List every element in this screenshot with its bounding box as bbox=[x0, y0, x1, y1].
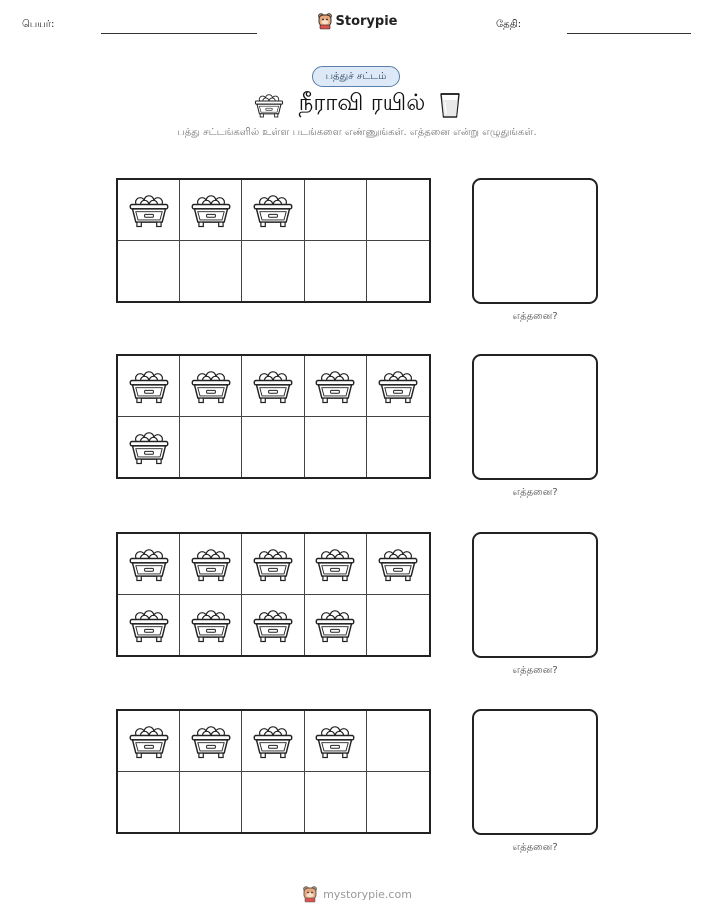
answer-box[interactable] bbox=[472, 354, 598, 480]
ten-frame-cell bbox=[242, 417, 304, 478]
ten-frame-cell bbox=[242, 711, 304, 772]
ten-frame-cell bbox=[367, 711, 429, 772]
footer bbox=[0, 885, 714, 903]
how-many-label: எத்தனை? bbox=[512, 665, 558, 676]
ten-frame-cell bbox=[367, 772, 429, 833]
ten-frame-cell bbox=[367, 534, 429, 595]
coal-cart-icon bbox=[189, 606, 233, 644]
bear-mascot-icon bbox=[302, 885, 318, 903]
ten-frame-cell bbox=[242, 772, 304, 833]
coal-cart-icon bbox=[251, 722, 295, 760]
date-line[interactable] bbox=[567, 33, 691, 34]
coal-cart-icon bbox=[189, 191, 233, 229]
ten-frame-cell bbox=[180, 595, 242, 656]
answer-box[interactable] bbox=[472, 532, 598, 658]
ten-frame-cell bbox=[305, 241, 367, 302]
coal-cart-icon bbox=[313, 606, 357, 644]
ten-frame-cell bbox=[118, 595, 180, 656]
ten-frame-cell bbox=[305, 772, 367, 833]
brand-logo bbox=[0, 12, 714, 30]
coal-cart-icon bbox=[251, 545, 295, 583]
ten-frame-cell bbox=[180, 356, 242, 417]
ten-frame-cell bbox=[118, 356, 180, 417]
ten-frame-cell bbox=[305, 180, 367, 241]
ten-frame-cell bbox=[242, 241, 304, 302]
ten-frame-cell bbox=[367, 180, 429, 241]
coal-cart-icon bbox=[313, 722, 357, 760]
ten-frame-cell bbox=[242, 595, 304, 656]
name-line[interactable] bbox=[101, 33, 257, 34]
ten-frame-cell bbox=[305, 356, 367, 417]
ten-frame-cell bbox=[118, 241, 180, 302]
coal-cart-icon bbox=[189, 545, 233, 583]
ten-frame-cell bbox=[118, 417, 180, 478]
coal-cart-icon bbox=[127, 367, 171, 405]
ten-frame-cell bbox=[180, 711, 242, 772]
date-label: தேதி: bbox=[496, 19, 522, 30]
ten-frame-cell bbox=[242, 534, 304, 595]
ten-frame-cell bbox=[305, 417, 367, 478]
title-row bbox=[0, 90, 714, 119]
coal-cart-icon bbox=[127, 545, 171, 583]
ten-frame-cell bbox=[180, 534, 242, 595]
how-many-label: எத்தனை? bbox=[512, 487, 558, 498]
coal-cart-icon bbox=[189, 367, 233, 405]
ten-frame-cell bbox=[242, 356, 304, 417]
ten-frame bbox=[116, 709, 431, 834]
answer-box[interactable] bbox=[472, 178, 598, 304]
ten-frame-cell bbox=[367, 356, 429, 417]
coal-cart-icon bbox=[376, 545, 420, 583]
coal-cart-icon bbox=[251, 191, 295, 229]
coal-cart-icon bbox=[251, 606, 295, 644]
ten-frame-cell bbox=[118, 711, 180, 772]
ten-frame-cell bbox=[180, 180, 242, 241]
coal-cart-icon bbox=[127, 606, 171, 644]
ten-frame-cell bbox=[367, 241, 429, 302]
how-many-label: எத்தனை? bbox=[512, 311, 558, 322]
ten-frame-cell bbox=[180, 772, 242, 833]
ten-frame-cell bbox=[305, 711, 367, 772]
ten-frame-cell bbox=[367, 595, 429, 656]
page-title: நீராவி ரயில் bbox=[298, 90, 426, 116]
coal-cart-icon bbox=[313, 545, 357, 583]
ten-frame bbox=[116, 354, 431, 479]
ten-frame-cell bbox=[305, 595, 367, 656]
brand-name: Storypie bbox=[335, 13, 398, 29]
how-many-label: எத்தனை? bbox=[512, 842, 558, 853]
cup-icon bbox=[439, 91, 461, 119]
coal-cart-icon bbox=[127, 191, 171, 229]
coal-cart-icon bbox=[127, 428, 171, 466]
coal-cart-icon bbox=[253, 91, 285, 119]
ten-frame-cell bbox=[367, 417, 429, 478]
ten-frame-cell bbox=[118, 772, 180, 833]
coal-cart-icon bbox=[127, 722, 171, 760]
coal-cart-icon bbox=[189, 722, 233, 760]
answer-box[interactable] bbox=[472, 709, 598, 835]
coal-cart-icon bbox=[313, 367, 357, 405]
name-label: பெயர்: bbox=[22, 19, 55, 30]
instructions: பத்து சட்டங்களில் உள்ள படங்களை எண்ணுங்கள். எத்தனை என்று எழுதுங்கள். bbox=[177, 127, 537, 138]
ten-frame bbox=[116, 178, 431, 303]
coal-cart-icon bbox=[251, 367, 295, 405]
ten-frame-cell bbox=[180, 417, 242, 478]
ten-frame-cell bbox=[305, 534, 367, 595]
topic-badge: பத்துச் சட்டம் bbox=[312, 66, 400, 87]
ten-frame-cell bbox=[242, 180, 304, 241]
bear-mascot-icon bbox=[317, 12, 333, 30]
ten-frame-cell bbox=[118, 534, 180, 595]
ten-frame bbox=[116, 532, 431, 657]
footer-url[interactable]: mystorypie.com bbox=[323, 887, 412, 901]
ten-frame-cell bbox=[180, 241, 242, 302]
coal-cart-icon bbox=[376, 367, 420, 405]
ten-frame-cell bbox=[118, 180, 180, 241]
